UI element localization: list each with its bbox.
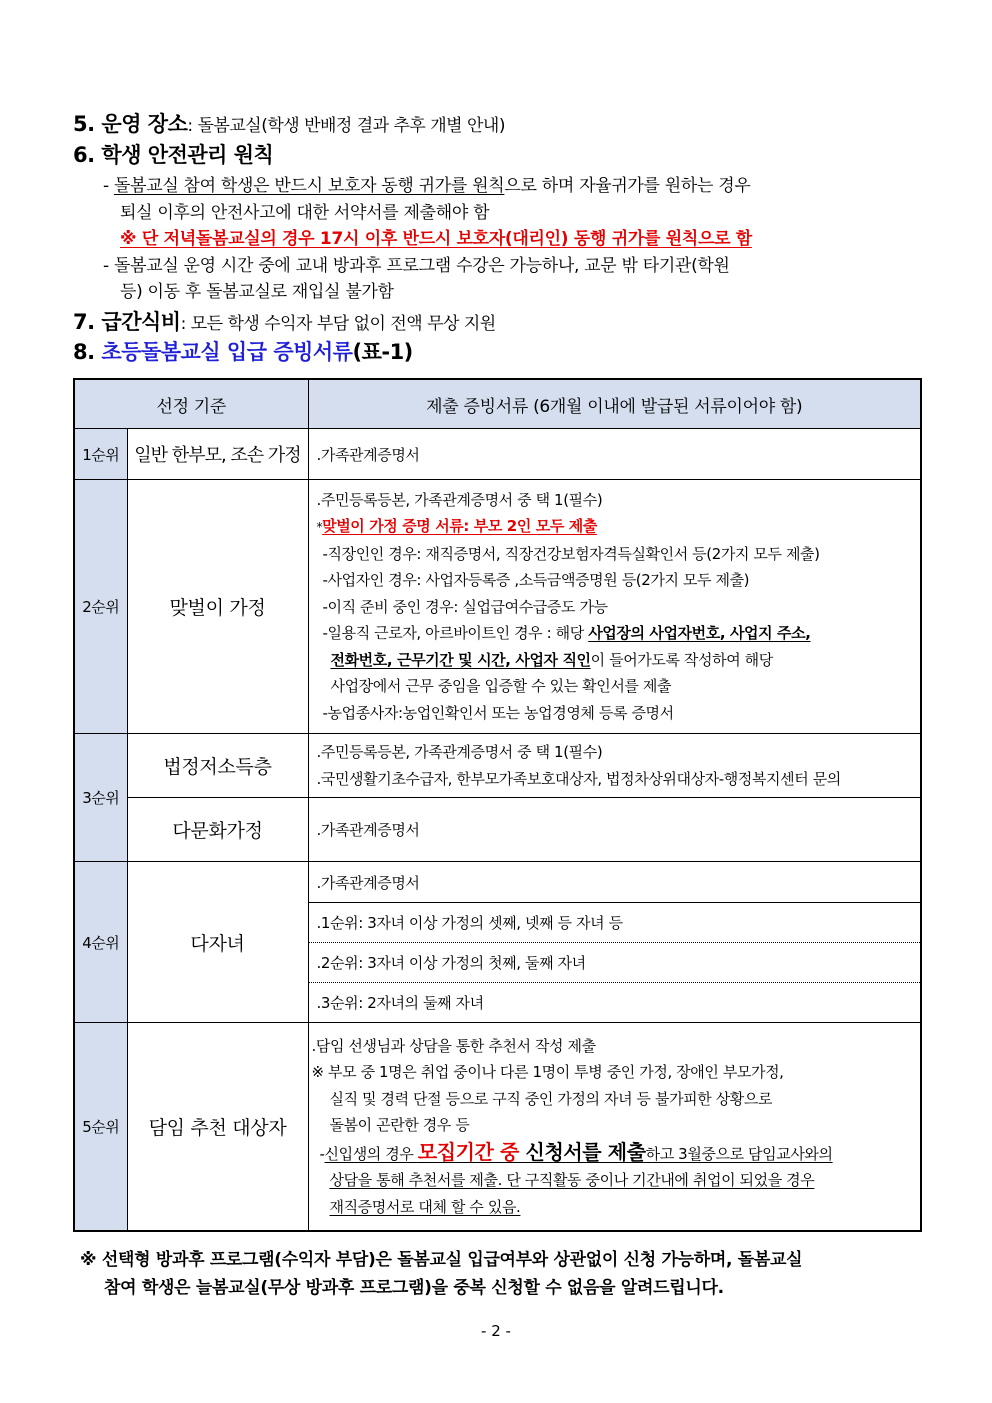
documents-cell: [308, 734, 921, 798]
safety-bullet-2-line-2: 등) 이동 후 돌봄교실로 재입실 불가함: [120, 282, 394, 302]
table-row: [74, 429, 921, 480]
separator: :: [180, 314, 186, 334]
doc-line: 사업장에서 근무 중임을 입증할 수 있는 확인서를 제출: [330, 677, 672, 696]
section-5-heading: [73, 108, 505, 138]
doc-line: -사업자인 경우: 사업자등록증 ,소득금액증명원 등(2가지 모두 제출): [322, 571, 750, 590]
doc-line: .담임 선생님과 상담을 통한 추천서 작성 제출: [311, 1036, 596, 1055]
safety-bullet-1-line-2: 퇴실 이후의 안전사고에 대한 서약서를 제출해야 함: [120, 203, 490, 223]
footnote-line-2: 참여 학생은 늘봄교실(무상 방과후 프로그램)을 중복 신청할 수 없음을 알려드립니다.: [104, 1278, 724, 1298]
section-7-heading: [73, 306, 496, 336]
table-row: [74, 1023, 921, 1231]
doc-emphasis: 전화번호, 근무기간 및 시간, 사업자 직인: [330, 650, 591, 669]
documents-cell: .가족관계증명서: [308, 429, 921, 480]
bullet-dash: -: [103, 176, 109, 196]
section-number: 5.: [73, 112, 95, 136]
header-selection-criteria: 선정 기준: [74, 379, 308, 429]
table-row: [74, 798, 921, 862]
table-row: [74, 734, 921, 798]
bullet-text: 으로 하며 자율귀가를 원하는 경우: [504, 176, 751, 196]
criterion-cell: 일반 한부모, 조손 가정: [127, 429, 308, 480]
bullet-dash: -: [103, 256, 109, 276]
section-title: 운영 장소: [101, 112, 188, 136]
doc-line: 상담을 통해 추천서를 제출. 단 구직활동 중이나 기간내에 취업이 되었을 경우: [329, 1171, 815, 1189]
criterion-cell: 담임 추천 대상자: [127, 1023, 308, 1231]
table-row: [74, 862, 921, 903]
doc-text: 하고 3월중으로 담임교사와의: [645, 1144, 833, 1163]
doc-text: 신입생의 경우: [324, 1144, 418, 1163]
section-title: 급간식비: [101, 310, 181, 334]
rank-cell: 3순위: [74, 734, 127, 862]
doc-line: 돌봄이 곤란한 경우 등: [329, 1116, 470, 1134]
criterion-cell: 법정저소득층: [127, 734, 308, 798]
recruitment-period-emphasis: 모집기간 중: [417, 1139, 526, 1164]
doc-text: -일용직 근로자, 아르바이트인 경우 : 해당: [322, 624, 589, 643]
asterisk: *: [316, 520, 323, 535]
section-8-heading: [73, 336, 413, 366]
documents-cell: .가족관계증명서: [308, 798, 921, 862]
doc-line: -이직 준비 중인 경우: 실업급여수급증도 가능: [322, 597, 608, 616]
criterion-cell: 다문화가정: [127, 798, 308, 862]
enrollment-documents-table: [73, 378, 922, 1232]
safety-bullet-2-line-1: [103, 251, 730, 276]
doc-line: .국민생활기초수급자, 한부모가족보호대상자, 법정차상위대상자-행정복지센터 문의: [316, 769, 841, 788]
rank-cell: 2순위: [74, 480, 127, 734]
documents-cell: .가족관계증명서: [308, 862, 921, 903]
doc-line: [317, 647, 921, 674]
separator: :: [187, 116, 193, 136]
section-number: 6.: [73, 143, 95, 167]
section-6-heading: [73, 139, 273, 169]
doc-line: [317, 513, 921, 541]
section-title: 초등돌봄교실 입급 증빙서류: [101, 340, 353, 364]
section-title: 학생 안전관리 원칙: [101, 143, 274, 167]
evening-care-notice: ※ 단 저녁돌봄교실의 경우 17시 이후 반드시 보호자(대리인) 동행 귀가를 원칙으로 함: [120, 229, 752, 249]
doc-line: 실직 및 경력 단절 등으로 구직 중인 가정의 자녀 등 불가피한 상황으로: [329, 1089, 773, 1108]
criterion-cell: 맞벌이 가정: [127, 480, 308, 734]
page-number: - 2 -: [481, 1322, 511, 1340]
documents-cell: [308, 480, 921, 734]
doc-line: -농업종사자:농업인확인서 또는 농업경영체 등록 증명서: [322, 703, 674, 722]
documents-cell: .3순위: 2자녀의 둘째 자녀: [308, 983, 921, 1023]
documents-cell: .1순위: 3자녀 이상 가정의 셋째, 넷째 등 자녀 등: [308, 903, 921, 943]
dual-income-notice: 맞벌이 가정 증명 서류: 부모 2인 모두 제출: [322, 517, 597, 536]
section-text: 모든 학생 수익자 부담 없이 전액 무상 지원: [185, 314, 496, 334]
bullet-text: 돌봄교실 운영 시간 중에 교내 방과후 프로그램 수강은 가능하나, 교문 밖 타기관(학원: [113, 256, 730, 276]
table-row: [74, 480, 921, 734]
safety-bullet-1-line-1: [103, 171, 751, 196]
doc-emphasis: 사업장의 사업자번호, 사업지 주소,: [588, 624, 811, 643]
rank-cell: 5순위: [74, 1023, 127, 1231]
rank-cell: 4순위: [74, 862, 127, 1023]
section-number: 7.: [73, 310, 95, 334]
new-student-rule: [324, 1139, 833, 1164]
bullet-dash: -: [319, 1144, 325, 1163]
header-required-documents: 제출 증빙서류 (6개월 이내에 발급된 서류이어야 함): [308, 379, 921, 429]
submit-application-emphasis: 신청서를 제출: [525, 1139, 646, 1164]
doc-line: ※ 부모 중 1명은 취업 중이나 다른 1명이 투병 중인 가정, 장애인 부모가정,: [311, 1063, 784, 1081]
doc-line: [317, 620, 921, 647]
section-number: 8.: [73, 340, 95, 364]
rank-cell: 1순위: [74, 429, 127, 480]
doc-line: [312, 1194, 921, 1221]
doc-line: -직장인인 경우: 재직증명서, 직장건강보험자격득실확인서 등(2가지 모두 제출): [322, 544, 820, 563]
documents-cell: .2순위: 3자녀 이상 가정의 첫째, 둘째 자녀: [308, 943, 921, 983]
doc-text: 재직증명서로 대체 할 수 있음.: [329, 1197, 521, 1216]
table-header-row: [74, 379, 921, 429]
section-text: 돌봄교실(학생 반배정 결과 추후 개별 안내): [192, 116, 505, 136]
doc-line: [312, 1139, 921, 1168]
doc-line: .주민등록등본, 가족관계증명서 중 택 1(필수): [316, 743, 603, 761]
underlined-rule: 돌봄교실 참여 학생은 반드시 보호자 동행 귀가를 원칙: [113, 176, 505, 196]
table-reference: (표-1): [352, 340, 413, 364]
doc-line: .주민등록등본, 가족관계증명서 중 택 1(필수): [316, 490, 603, 509]
criterion-cell: 다자녀: [127, 862, 308, 1023]
documents-cell: [308, 1023, 921, 1231]
footnote-line-1: ※ 선택형 방과후 프로그램(수익자 부담)은 돌봄교실 입급여부와 상관없이 신청 가능하며, 돌봄교실: [80, 1250, 803, 1270]
doc-text: 이 들어가도록 작성하여 해당: [590, 650, 773, 669]
